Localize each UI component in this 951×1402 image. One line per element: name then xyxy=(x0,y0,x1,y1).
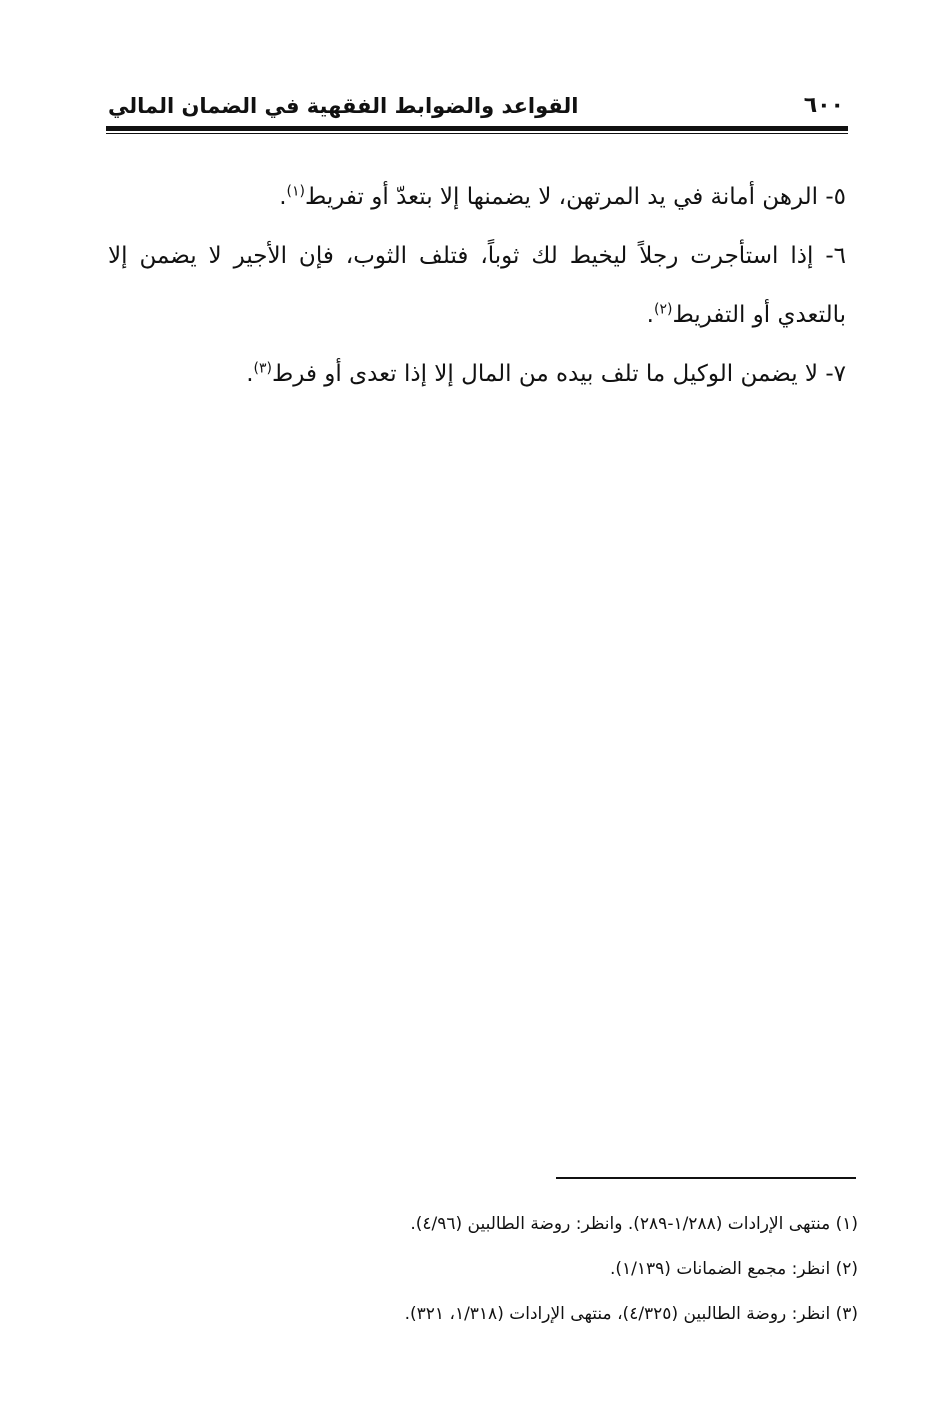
header-rule xyxy=(106,126,848,131)
footnote-ref: (٢) xyxy=(653,301,673,318)
footnote-ref: (٣) xyxy=(253,360,273,377)
footnote-3: (٣) انظر: روضة الطالبين (٤/٣٢٥)، منتهى الإرادات (١/٣١٨، ٣٢١). xyxy=(404,1304,858,1324)
footnote-2: (٢) انظر: مجمع الضمانات (١/١٣٩). xyxy=(609,1259,858,1279)
paragraph-end: . xyxy=(246,361,254,387)
paragraph-end: . xyxy=(279,184,287,210)
page-number: ٦٠٠ xyxy=(803,93,844,118)
running-header xyxy=(108,92,844,128)
header-title: القواعد والضوابط الفقهية في الضمان المالي xyxy=(108,94,579,118)
paragraph-end: . xyxy=(646,302,654,328)
footnote-ref: (١) xyxy=(286,183,305,200)
main-text xyxy=(108,168,846,404)
paragraph-text: ٧- لا يضمن الوكيل ما تلف بيده من المال إلا إذا تعدى أو فرط xyxy=(272,361,846,387)
footnote-1: (١) منتهى الإرادات (١/٢٨٨-٢٨٩). وانظر: روضة الطالبين (٤/٩٦). xyxy=(410,1214,858,1234)
paragraph-text: ٦- إذا استأجرت رجلاً ليخيط لك ثوباً، فتلف الثوب، فإن الأجير لا يضمن إلا بالتعدي أو التفريط xyxy=(108,243,846,328)
paragraph-text: ٥- الرهن أمانة في يد المرتهن، لا يضمنها إلا بتعدّ أو تفريط xyxy=(305,184,846,210)
footnote-separator xyxy=(556,1177,856,1179)
paragraph-5 xyxy=(108,168,846,227)
paragraph-6 xyxy=(108,227,846,345)
paragraph-7 xyxy=(108,345,846,404)
header-rule-thin xyxy=(106,133,848,134)
footnotes xyxy=(108,1202,858,1337)
